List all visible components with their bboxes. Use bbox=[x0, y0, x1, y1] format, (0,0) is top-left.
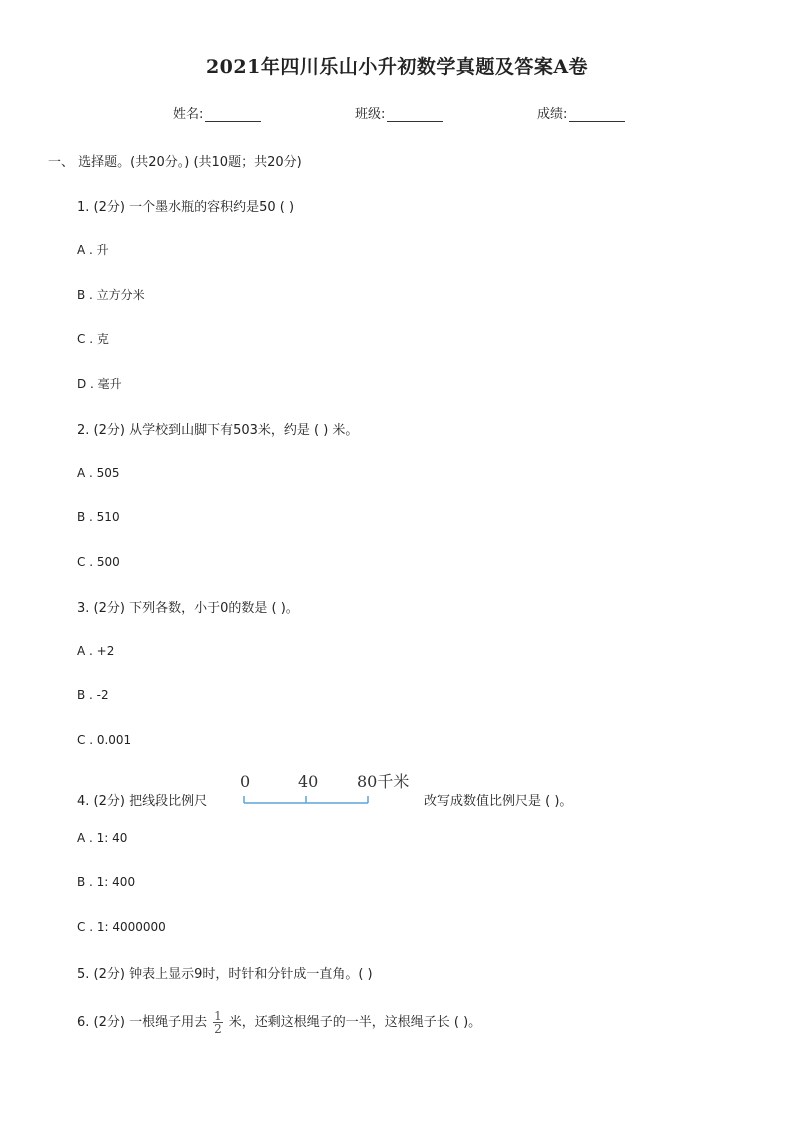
q4-option-b: B . 1: 400 bbox=[77, 875, 136, 889]
score-field bbox=[537, 103, 625, 122]
question-3: 3. (2分) 下列各数，小于0的数是 ( )。 bbox=[77, 601, 299, 616]
question-6 bbox=[77, 1010, 481, 1035]
q4-option-a: A . 1: 40 bbox=[77, 831, 128, 845]
q6-prefix: 6. (2分) 一根绳子用去 bbox=[77, 1015, 208, 1030]
q3-option-c: C . 0.001 bbox=[77, 733, 132, 747]
question-2: 2. (2分) 从学校到山脚下有503米，约是 ( ) 米。 bbox=[77, 423, 359, 438]
q2-option-c: C . 500 bbox=[77, 555, 120, 569]
question-1: 1. (2分) 一个墨水瓶的容积约是50 ( ) bbox=[77, 200, 295, 215]
name-field bbox=[173, 103, 261, 122]
q3-option-a: A . +2 bbox=[77, 644, 115, 658]
question-4-suffix: 改写成数值比例尺是 ( )。 bbox=[424, 794, 573, 809]
section-heading: 一、 选择题。(共20分。) (共10题；共20分) bbox=[48, 155, 302, 170]
q6-suffix: 米，还剩这根绳子的一半，这根绳子长 ( )。 bbox=[228, 1015, 482, 1030]
line-scale-svg bbox=[240, 770, 420, 810]
line-scale-figure bbox=[240, 770, 420, 810]
fraction-one-half bbox=[213, 1010, 223, 1035]
score-blank bbox=[569, 107, 625, 122]
q2-option-a: A . 505 bbox=[77, 466, 120, 480]
q4-option-c: C . 1: 4000000 bbox=[77, 920, 166, 934]
name-blank bbox=[205, 107, 261, 122]
fraction-denominator: 2 bbox=[214, 1022, 222, 1036]
class-blank bbox=[387, 107, 443, 122]
class-label: 班级: bbox=[355, 107, 386, 122]
page-title: 2021年四川乐山小升初数学真题及答案A卷 bbox=[205, 56, 589, 78]
score-label: 成绩: bbox=[537, 107, 568, 122]
q1-option-d: D . 毫升 bbox=[77, 377, 122, 391]
question-4-prefix: 4. (2分) 把线段比例尺 bbox=[77, 794, 208, 809]
name-label: 姓名: bbox=[173, 107, 204, 122]
fraction-numerator: 1 bbox=[214, 1009, 222, 1023]
class-field bbox=[355, 103, 443, 122]
scale-label-40: 40 bbox=[298, 772, 319, 791]
q1-option-b: B . 立方分米 bbox=[77, 288, 145, 302]
q1-option-a: A . 升 bbox=[77, 243, 109, 257]
q2-option-b: B . 510 bbox=[77, 510, 120, 524]
question-5: 5. (2分) 钟表上显示9时，时针和分针成一直角。( ) bbox=[77, 967, 373, 982]
scale-label-80km: 80千米 bbox=[357, 772, 410, 791]
q3-option-b: B . -2 bbox=[77, 688, 109, 702]
scale-label-0: 0 bbox=[240, 772, 251, 791]
q1-option-c: C . 克 bbox=[77, 332, 109, 346]
